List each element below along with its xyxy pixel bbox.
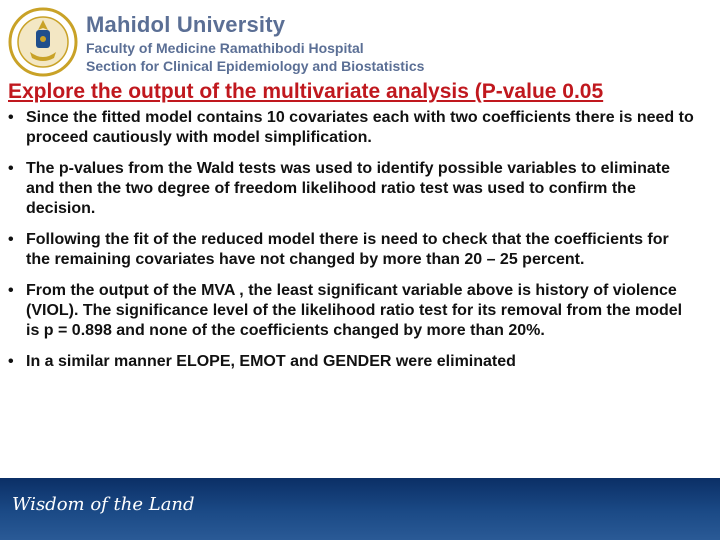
bullet-dot-icon: •: [8, 282, 14, 299]
bullet-item: [0, 230, 720, 270]
bullet-dot-icon: •: [8, 160, 14, 177]
bullet-text: The p-values from the Wald tests was used to identify possible variables to eliminate and then the two degree of freedom likelihood ratio test was used to confirm the decision.: [26, 160, 671, 217]
bullet-item: [0, 281, 720, 341]
section-name: Section for Clinical Epidemiology and Biostatistics: [86, 58, 425, 74]
faculty-name: Faculty of Medicine Ramathibodi Hospital: [86, 40, 364, 56]
bullet-item: [0, 159, 720, 219]
bullet-dot-icon: •: [8, 353, 14, 370]
bullet-text: Since the fitted model contains 10 covariates each with two coefficients there is need to proceed cautiously with model simplification.: [26, 109, 694, 146]
university-seal-icon: [8, 6, 78, 78]
bullet-dot-icon: •: [8, 109, 14, 126]
footer-banner: [0, 478, 720, 540]
bullet-text: Following the fit of the reduced model there is need to check that the coefficients for the remaining covariates have not changed by more than 20 – 25 percent.: [26, 231, 669, 268]
slide-header: [0, 0, 720, 82]
bullet-item: [0, 352, 720, 372]
bullet-list: [0, 108, 720, 383]
footer-slogan: Wisdom of the Land: [12, 494, 195, 515]
university-name: Mahidol University: [86, 12, 286, 37]
bullet-dot-icon: •: [8, 231, 14, 248]
bullet-text: In a similar manner ELOPE, EMOT and GENDER were eliminated: [26, 353, 516, 370]
bullet-item: [0, 108, 720, 148]
bullet-text: From the output of the MVA , the least significant variable above is history of violence (VIOL). The significance level of the likelihood ratio test for its removal from the model is p = 0.898 and none of the coefficients changed by more than 20%.: [26, 282, 683, 339]
slide-title: Explore the output of the multivariate analysis (P-value 0.05: [8, 80, 604, 103]
